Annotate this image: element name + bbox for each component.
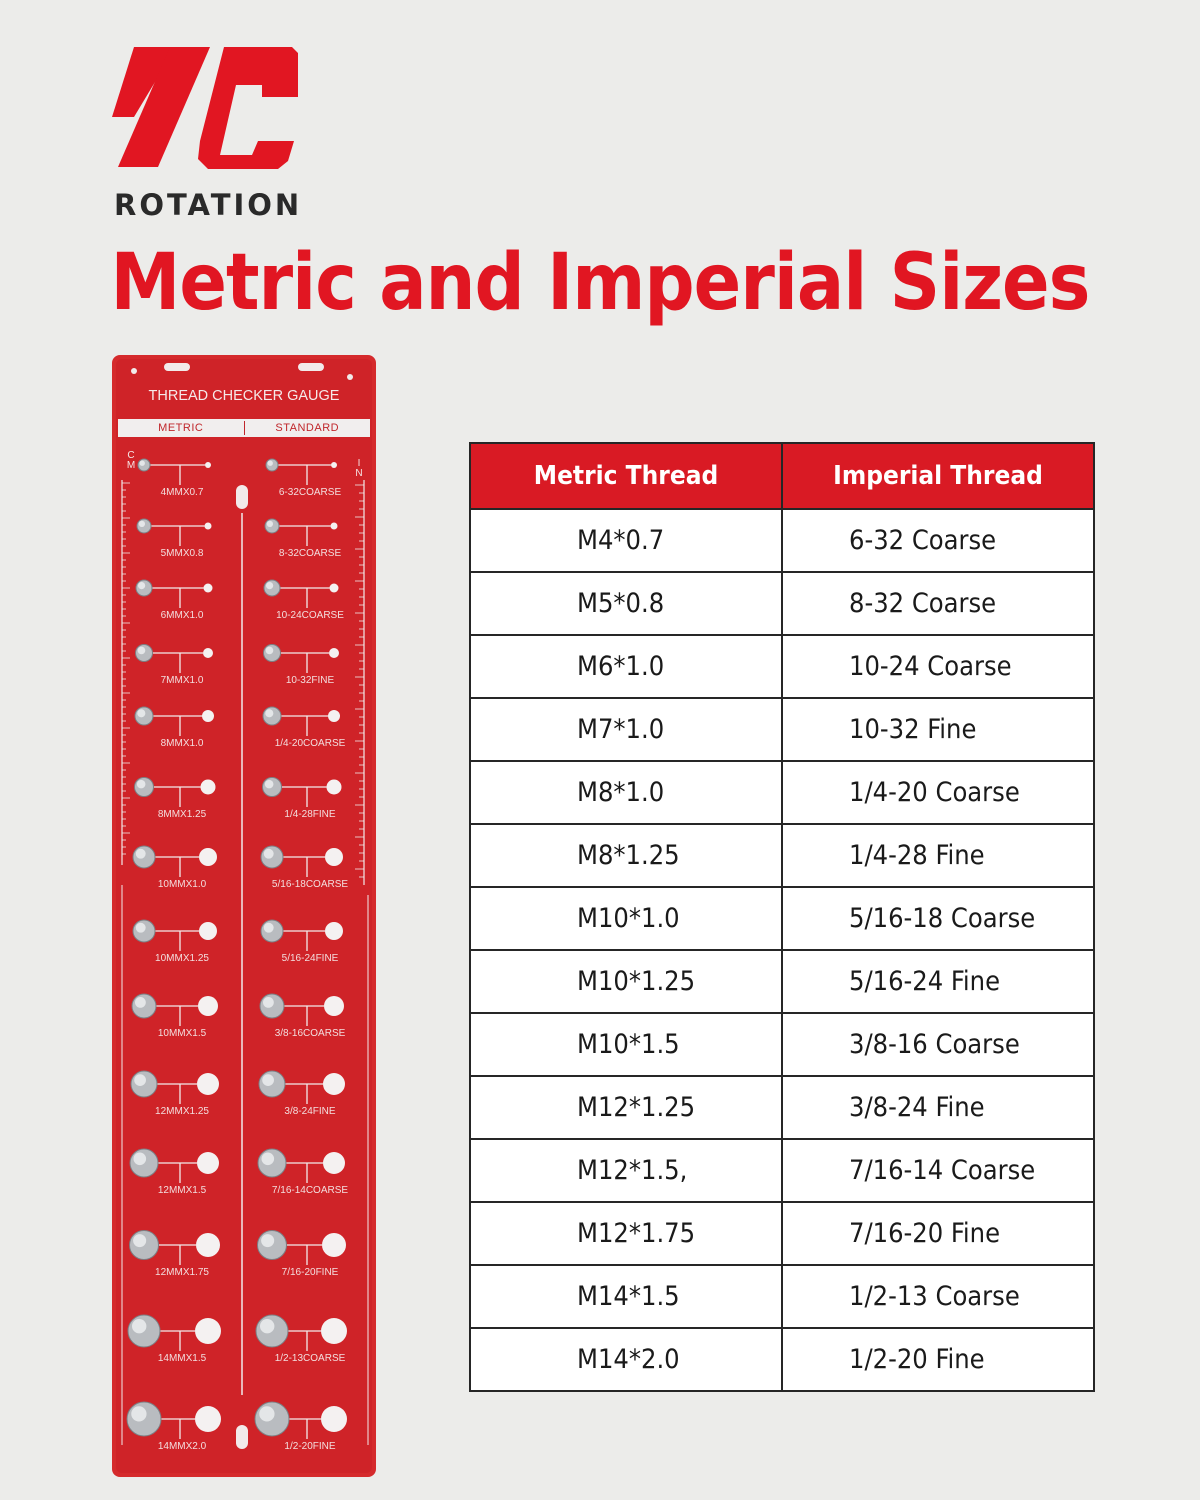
imperial-thread-cell: 5/16-18 Coarse (782, 887, 1094, 950)
gauge-title: THREAD CHECKER GAUGE (148, 388, 340, 404)
metric-gauge-label: 10MMX1.25 (155, 953, 209, 964)
gauge-band-metric: METRIC (158, 422, 204, 434)
metric-gauge-label: 14MMX2.0 (157, 1441, 207, 1452)
metric-thread-cell: M8*1.0 (470, 761, 782, 824)
table-row (470, 1202, 1094, 1265)
standard-gauge-label: 10-24COARSE (276, 610, 344, 621)
metric-gauge-label: 10MMX1.0 (157, 879, 207, 890)
table-row (470, 1265, 1094, 1328)
brand-logo (112, 45, 302, 220)
standard-gauge-label: 7/16-20FINE (281, 1267, 339, 1278)
metric-gauge-label: 12MMX1.5 (157, 1185, 207, 1196)
tc-logo-mark (112, 45, 302, 190)
metric-gauge-label: 14MMX1.5 (157, 1353, 207, 1364)
header-imperial-thread: Imperial Thread (782, 443, 1094, 509)
metric-thread-cell: M10*1.5 (470, 1013, 782, 1076)
metric-thread-cell: M12*1.75 (470, 1202, 782, 1265)
imperial-thread-cell: 3/8-24 Fine (782, 1076, 1094, 1139)
thread-size-table (469, 442, 1095, 1392)
metric-gauge-label: 5MMX0.8 (160, 548, 204, 559)
metric-thread-cell: M4*0.7 (470, 509, 782, 572)
standard-gauge-label: 1/2-13COARSE (274, 1353, 346, 1364)
standard-gauge-label: 1/2-20FINE (284, 1441, 336, 1452)
imperial-thread-cell: 7/16-14 Coarse (782, 1139, 1094, 1202)
scale-label-cm: C M (126, 450, 136, 471)
imperial-thread-cell: 3/8-16 Coarse (782, 1013, 1094, 1076)
standard-gauge-label: 5/16-18COARSE (271, 879, 349, 890)
standard-gauge-label: 7/16-14COARSE (271, 1185, 349, 1196)
metric-thread-cell: M6*1.0 (470, 635, 782, 698)
table-row (470, 824, 1094, 887)
gauge-plate (112, 355, 376, 1477)
table-row (470, 698, 1094, 761)
standard-gauge-label: 8-32COARSE (278, 548, 342, 559)
imperial-thread-cell: 8-32 Coarse (782, 572, 1094, 635)
metric-gauge-label: 8MMX1.0 (160, 738, 204, 749)
table-row (470, 635, 1094, 698)
table-row (470, 1076, 1094, 1139)
metric-thread-cell: M5*0.8 (470, 572, 782, 635)
table-row (470, 950, 1094, 1013)
metric-gauge-label: 6MMX1.0 (160, 610, 204, 621)
metric-gauge-label: 12MMX1.25 (155, 1106, 209, 1117)
metric-gauge-label: 12MMX1.75 (155, 1267, 209, 1278)
table-row (470, 1328, 1094, 1391)
metric-thread-cell: M12*1.25 (470, 1076, 782, 1139)
metric-thread-cell: M12*1.5, (470, 1139, 782, 1202)
table-header-row (470, 443, 1094, 509)
imperial-thread-cell: 10-32 Fine (782, 698, 1094, 761)
standard-gauge-label: 1/4-28FINE (284, 809, 336, 820)
standard-gauge-label: 5/16-24FINE (281, 953, 339, 964)
imperial-thread-cell: 7/16-20 Fine (782, 1202, 1094, 1265)
brand-name: ROTATION (114, 188, 303, 222)
metric-gauge-label: 7MMX1.0 (160, 675, 204, 686)
metric-thread-cell: M7*1.0 (470, 698, 782, 761)
metric-thread-cell: M14*1.5 (470, 1265, 782, 1328)
metric-gauge-label: 4MMX0.7 (160, 487, 204, 498)
table-row (470, 887, 1094, 950)
metric-thread-cell: M10*1.0 (470, 887, 782, 950)
standard-gauge-label: 10-32FINE (285, 675, 335, 686)
gauge-header-band (118, 419, 370, 437)
imperial-thread-cell: 1/2-20 Fine (782, 1328, 1094, 1391)
imperial-thread-cell: 10-24 Coarse (782, 635, 1094, 698)
standard-gauge-label: 1/4-20COARSE (274, 738, 346, 749)
standard-gauge-label: 3/8-16COARSE (274, 1028, 346, 1039)
table-row (470, 1139, 1094, 1202)
imperial-thread-cell: 1/2-13 Coarse (782, 1265, 1094, 1328)
page-headline: Metric and Imperial Sizes (110, 238, 1090, 328)
metric-thread-cell: M8*1.25 (470, 824, 782, 887)
standard-gauge-label: 3/8-24FINE (284, 1106, 336, 1117)
imperial-thread-cell: 5/16-24 Fine (782, 950, 1094, 1013)
metric-gauge-label: 8MMX1.25 (157, 809, 207, 820)
imperial-thread-cell: 1/4-20 Coarse (782, 761, 1094, 824)
table-row (470, 509, 1094, 572)
table-row (470, 572, 1094, 635)
metric-gauge-label: 10MMX1.5 (157, 1028, 207, 1039)
table-row (470, 1013, 1094, 1076)
imperial-thread-cell: 1/4-28 Fine (782, 824, 1094, 887)
header-metric-thread: Metric Thread (470, 443, 782, 509)
table-row (470, 761, 1094, 824)
thread-checker-gauge (112, 355, 376, 1477)
metric-thread-cell: M14*2.0 (470, 1328, 782, 1391)
imperial-thread-cell: 6-32 Coarse (782, 509, 1094, 572)
scale-label-in: I N (355, 458, 363, 479)
standard-gauge-label: 6-32COARSE (278, 487, 342, 498)
gauge-band-standard: STANDARD (275, 422, 340, 434)
metric-thread-cell: M10*1.25 (470, 950, 782, 1013)
